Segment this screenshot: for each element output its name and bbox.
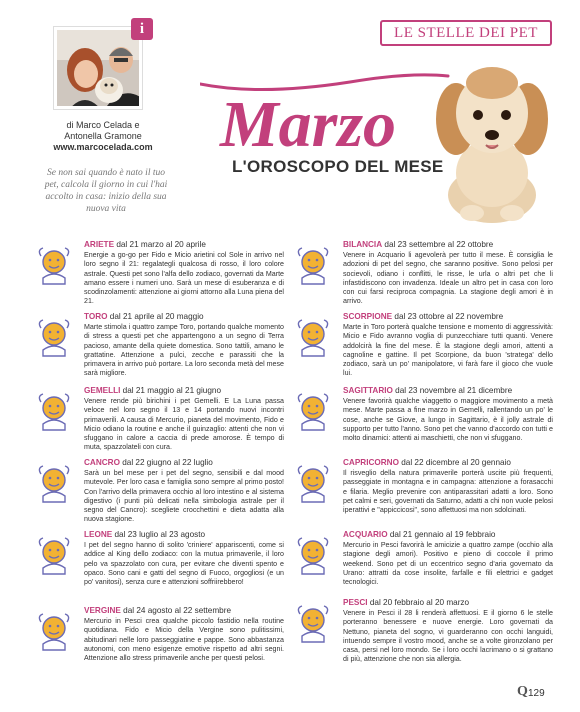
entry-text: I pet del segno hanno di solito 'criniere' appariscenti, come si addice al King dello zodiaco: con la mutua primaverile, il loro pelo va spazzolato con cura, per evitare che diventi spento e opaco. Sono cani e gatti del segno di Fuoco, orgogliosi (e un po' vanitosi), senza cure e attenzioni soffriirebbero!	[84, 541, 284, 587]
entry-heading	[84, 312, 204, 322]
sign-name: GEMELLI	[84, 386, 121, 395]
sagittarius-archer-icon	[293, 390, 333, 434]
entry-heading	[84, 240, 206, 250]
entry-text: Mercurio in Pesci crea qualche piccolo fastidio nella routine quotidiana. Fido e Micio della Vergine sono pulitissimi, abitudinari nelle loro passeggiatine e pappe. Sono abbastanza autonomi, con meno esigenze emotive rispetto ad altri segni. Attenzione allo stress primaverile anche per questi pelosi.	[84, 617, 284, 663]
entry-heading	[84, 606, 231, 616]
leo-lion-icon	[34, 534, 74, 578]
entry-text: Mercurio in Pesci favorirà le amicizie a quattro zampe (occhio alla stagione degli amori). Positivo e pieno di coccole il primo weekend. Sono pet di un eccentrico segno d'aria governato da Urano: attratti da cose insolite, farfalle e fili elettrici e gadget tecnologici.	[343, 541, 553, 587]
sign-name: ACQUARIO	[343, 530, 388, 539]
sign-name: SAGITTARIO	[343, 386, 393, 395]
sign-name: SCORPIONE	[343, 312, 393, 321]
entry-heading	[343, 240, 493, 250]
author-website[interactable]: www.marcocelada.com	[53, 142, 153, 152]
entry-heading	[84, 386, 221, 396]
virgo-maiden-icon	[34, 610, 74, 654]
sign-name: LEONE	[84, 530, 113, 539]
horoscope-entry-ariete	[34, 240, 286, 322]
entry-heading	[343, 458, 511, 468]
entry-text: Venere in Pesci il 28 li renderà affettuosi. E il giorno 6 le stelle porteranno benessere e nuove energie. Loro governati da Nettuno, pianeta del sogno, vi guarderanno con occhi languidi, intuendo sempre il vostro mood, anche se a volte gironzolano per casa, persi nel loro mondo. Se i loro occhi lacrimano o si grattano di più, attenzione che non sia allergia.	[343, 609, 553, 664]
capricorn-goat-icon	[293, 462, 333, 506]
sign-name: CANCRO	[84, 458, 120, 467]
puppy-image	[432, 55, 552, 225]
horoscope-entry-sagittario	[293, 386, 555, 468]
horoscope-entry-cancro	[34, 458, 286, 540]
intro-text: Se non sai quando è nato il tuo pet, calcola il giorno in cui l'hai accolto in casa: inizio della sua nuova vita	[44, 168, 168, 214]
gemini-twins-icon	[34, 390, 74, 434]
entry-text: Energie a go-go per Fido e Micio arietini col Sole in arrivo nel loro segno il 21: regalategli qualcosa di rosso, il loro colore astrale. Questi pet sono l'alfa dello zodiaco, governati da Marte amano essere i numeri uno. Sarà un mese di esuberanza e di scodinzolamenti: attenzione ai giorni attorno alla Luna piena del 21.	[84, 251, 284, 306]
sign-name: BILANCIA	[343, 240, 383, 249]
sign-dates: dal 24 agosto al 22 settembre	[123, 606, 232, 615]
page-number: 129	[528, 688, 545, 699]
entry-text: Il risveglio della natura primaverile porterà uscite più frequenti, passeggiate in montagna e in campagna: attenzione a forasacchi e filaria. Meglio prevenire con antiparassitari adatti a loro. Sono pet calmi e seri, governati da Saturno, adatti a chi non vuole pelosi iperattivi e "appiccicosi", sono affettuosi ma non sdolcinati.	[343, 469, 553, 515]
horoscope-entry-capricorno	[293, 458, 555, 540]
entry-text: Marte stimola i quattro zampe Toro, portando qualche momento di stress a questi pet che appartengono a un segno di Terra pacioso, amante della quiete domestica. Sono tattili, amano le grattatine. Attenzione a pulci, zecche e parassiti che la primavera in arrivo può portare. La loro seconda metà del mese sarà migliore.	[84, 323, 284, 378]
magazine-logo: Q	[517, 684, 528, 699]
horoscope-entry-leone	[34, 530, 286, 612]
entry-text: Marte in Toro porterà qualche tensione e momento di aggressività: Micio e Fido avranno voglia di punzecchiare tutti quanti. Venere addolcirà la fine del mese. È la stagione degli amori, attenti a cagnoline e gattine. Il pet Scorpione, da buon 'stratega' dello zodiaco, sarà un po' manipolatore, vi farà fare il gioco che vuole lui.	[343, 323, 553, 378]
entry-text: Venere rende più birichini i pet Gemelli. E La Luna passa veloce nel loro segno il 13 e 14 portando nuovi incontri primaverili. A causa di Mercurio, pianeta del movimento, Fido e Micio odiano la routine e anche il guinzaglio: attenti che non vi sfuggano in calore a caccia di prede amorose. È tempo di muta, spazzolateli con cura.	[84, 397, 284, 452]
sign-dates: dal 22 giugno al 22 luglio	[122, 458, 213, 467]
sign-dates: dal 23 ottobre al 22 novembre	[394, 312, 504, 321]
horoscope-entry-vergine	[34, 606, 286, 688]
entry-heading	[343, 530, 495, 540]
title-swash	[200, 62, 450, 162]
entry-heading	[343, 312, 503, 322]
author-line-1: di Marco Celada e	[66, 120, 140, 130]
author-photo-image	[57, 30, 142, 109]
sign-dates: dal 22 dicembre al 20 gennaio	[401, 458, 511, 467]
entry-text: Venere in Acquario li agevolerà per tutto il mese. È consiglia le adozioni di pet del segno, che saranno positive. Sono pelosi per socievoli, odiano i conflitti, le risse, le urla o altri pet che li infastidiscono con invadenza. Ideale un altro pet in casa con loro con cui farsi reciproca compagnia. La stagione degli amori è in arrivo.	[343, 251, 553, 306]
sign-dates: dal 21 marzo al 20 aprile	[116, 240, 206, 249]
entry-heading	[84, 530, 205, 540]
entry-heading	[84, 458, 213, 468]
sign-name: ARIETE	[84, 240, 115, 249]
section-banner: LE STELLE DEI PET	[380, 20, 552, 46]
sign-name: VERGINE	[84, 606, 121, 615]
taurus-bull-icon	[34, 316, 74, 360]
puppy-photo	[432, 55, 552, 225]
libra-scales-icon	[293, 244, 333, 288]
author-photo	[54, 27, 142, 109]
sign-name: TORO	[84, 312, 108, 321]
page-subtitle: L'OROSCOPO DEL MESE	[232, 157, 444, 176]
cancer-crab-icon	[34, 462, 74, 506]
info-icon: i	[131, 18, 153, 40]
sign-dates: dal 23 luglio al 23 agosto	[114, 530, 206, 539]
entry-text: Sarà un bel mese per i pet del segno, sensibili e dal mood mutevole. Per loro casa e famiglia sono sempre al primo posto! Con l'arrivo della primavera occhio al loro intestino e al sistema digestivo (i punti più delicati nella simbologia astrale per il segno del Cancro): scegliete crocchettini e dieta adatta alla nuova stagione.	[84, 469, 284, 524]
horoscope-entry-bilancia	[293, 240, 555, 322]
scorpio-scorpion-icon	[293, 316, 333, 360]
aries-ram-icon	[34, 244, 74, 288]
horoscope-entry-toro	[34, 312, 286, 394]
sign-dates: dal 20 febbraio al 20 marzo	[369, 598, 470, 607]
sign-name: PESCI	[343, 598, 368, 607]
horoscope-entry-gemelli	[34, 386, 286, 468]
horoscope-entry-scorpione	[293, 312, 555, 394]
sign-name: CAPRICORNO	[343, 458, 399, 467]
entry-text: Venere favorirà qualche viaggetto o maggiore movimento a metà mese. Marte passa a fine marzo in Gemelli, rallentando un po' le cose, anche se Giove, a lungo in Sagittario, è il jolly astrale di supporto per tutto l'anno. Sono pet che vanno d'accordo con tutti e molto dinamici: attenti ai maschietti, che non vi sfuggano.	[343, 397, 553, 443]
byline	[28, 120, 178, 153]
entry-heading	[343, 598, 469, 608]
sign-dates: dal 23 novembre al 21 dicembre	[395, 386, 513, 395]
sign-dates: dal 21 maggio al 21 giugno	[122, 386, 221, 395]
sign-dates: dal 21 gennaio al 19 febbraio	[389, 530, 496, 539]
author-line-2: Antonella Gramone	[64, 131, 142, 141]
sign-dates: dal 23 settembre al 22 ottobre	[384, 240, 494, 249]
pisces-fish-icon	[293, 602, 333, 646]
aquarius-water-bearer-icon	[293, 534, 333, 578]
page-title-text: Marzo	[220, 88, 397, 161]
entry-heading	[343, 386, 512, 396]
page-title	[200, 62, 450, 162]
sign-dates: dal 21 aprile al 20 maggio	[109, 312, 204, 321]
horoscope-entry-pesci	[293, 598, 555, 680]
